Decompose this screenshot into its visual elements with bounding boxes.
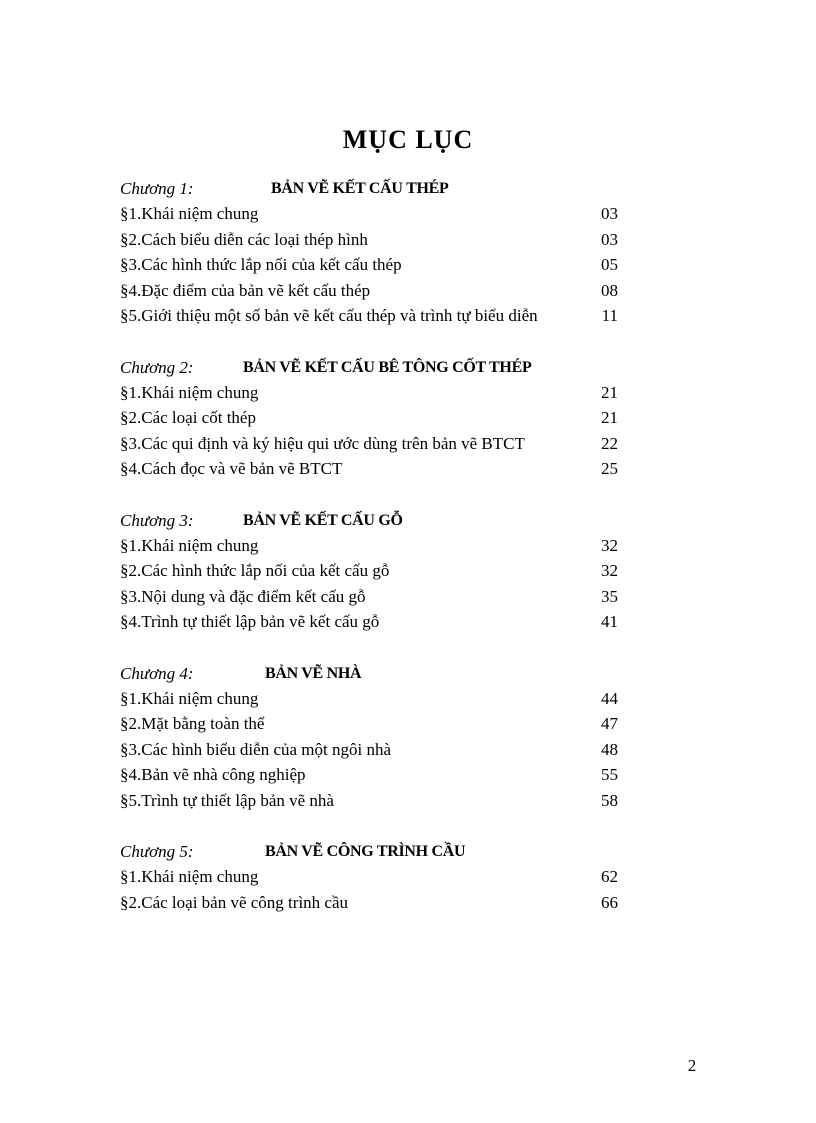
entry-page: 05 (601, 255, 618, 274)
toc-entry (120, 737, 620, 763)
toc-entry (120, 456, 620, 482)
entry-page: 08 (601, 280, 618, 300)
entry-text: §4.Cách đọc và vẽ bản vẽ BTCT (120, 459, 343, 478)
entry-text: §2.Các hình thức lắp nối của kết cấu gỗ (120, 561, 390, 580)
table-of-contents (120, 176, 620, 941)
entry-page: 66 (601, 892, 618, 912)
entry-page: 47 (601, 714, 618, 733)
entry-page: 62 (601, 867, 618, 886)
entry-text: §4.Trình tự thiết lập bản vẽ kết cấu gỗ (120, 612, 380, 631)
chapter-label: Chương 3: (120, 510, 194, 530)
chapter-label: Chương 2: (120, 357, 194, 377)
chapter-title: BẢN VẼ KẾT CẤU THÉP (271, 180, 449, 197)
entry-page: 32 (601, 561, 618, 580)
toc-entry (120, 711, 620, 737)
chapter-5 (120, 839, 620, 915)
entry-page: 25 (601, 459, 618, 478)
chapter-heading (120, 661, 620, 686)
page-title: MỤC LỤC (342, 125, 474, 154)
entry-text: §3.Nội dung và đặc điểm kết cấu gỗ (120, 586, 366, 606)
entry-text: §3.Các qui định và ký hiệu qui ước dùng trên bản vẽ BTCT (120, 433, 525, 453)
toc-entry (120, 864, 620, 890)
entry-text: §3.Các hình biểu diễn của một ngôi nhà (120, 739, 391, 759)
chapter-label: Chương 5: (120, 842, 194, 861)
entry-page: 11 (601, 306, 618, 325)
toc-entry (120, 788, 620, 814)
toc-entry (120, 252, 620, 278)
entry-page: 41 (601, 612, 618, 631)
toc-entry (120, 405, 620, 431)
chapter-2 (120, 355, 620, 482)
toc-entry (120, 533, 620, 559)
page-number: 2 (687, 1056, 697, 1075)
entry-text: §2.Các loại bản vẽ công trình cầu (120, 892, 349, 912)
entry-page: 21 (601, 408, 618, 427)
entry-text: §4.Đặc điểm của bản vẽ kết cấu thép (120, 280, 371, 300)
chapter-title: BẢN VẼ KẾT CẤU BÊ TÔNG CỐT THÉP (243, 358, 532, 376)
entry-text: §2.Các loại cốt thép (120, 408, 256, 427)
entry-text: §2.Cách biểu diễn các loại thép hình (120, 229, 368, 249)
toc-entry (120, 558, 620, 584)
entry-page: 03 (601, 204, 618, 223)
toc-entry (120, 278, 620, 304)
toc-entry (120, 686, 620, 712)
entry-page: 35 (601, 586, 618, 606)
toc-entry (120, 227, 620, 253)
entry-text: §1.Khái niệm chung (120, 204, 259, 223)
entry-text: §1.Khái niệm chung (120, 382, 259, 402)
entry-text: §5.Trình tự thiết lập bản vẽ nhà (120, 790, 334, 810)
entry-page: 55 (601, 765, 618, 784)
toc-entry (120, 762, 620, 788)
toc-entry (120, 609, 620, 635)
toc-entry (120, 584, 620, 610)
entry-page: 48 (601, 739, 618, 759)
chapter-label: Chương 1: (120, 179, 194, 198)
entry-page: 21 (601, 382, 618, 402)
chapter-heading (120, 508, 620, 533)
entry-text: §1.Khái niệm chung (120, 535, 259, 555)
entry-text: §2.Mặt bằng toàn thể (120, 714, 265, 733)
chapter-3 (120, 508, 620, 635)
entry-page: 22 (601, 433, 618, 453)
chapter-heading (120, 839, 620, 864)
chapter-label: Chương 4: (120, 663, 194, 683)
chapter-4 (120, 661, 620, 814)
entry-text: §5.Giới thiệu một số bản vẽ kết cấu thép và trình tự biểu diễn (120, 306, 538, 325)
toc-entry (120, 380, 620, 406)
chapter-title: BẢN VẼ CÔNG TRÌNH CẦU (265, 843, 466, 860)
entry-text: §1.Khái niệm chung (120, 867, 259, 886)
entry-page: 03 (601, 229, 618, 249)
toc-entry (120, 890, 620, 916)
chapter-title: BẢN VẼ NHÀ (265, 664, 362, 682)
entry-page: 32 (601, 535, 618, 555)
toc-entry (120, 201, 620, 227)
chapter-heading (120, 355, 620, 380)
chapter-1 (120, 176, 620, 329)
toc-entry (120, 303, 620, 329)
entry-page: 44 (601, 688, 618, 708)
chapter-title: BẢN VẼ KẾT CẤU GỖ (243, 511, 403, 529)
entry-page: 58 (601, 790, 618, 810)
toc-entry (120, 431, 620, 457)
entry-text: §1.Khái niệm chung (120, 688, 259, 708)
entry-text: §3.Các hình thức lắp nối của kết cấu thép (120, 255, 402, 274)
chapter-heading (120, 176, 620, 201)
entry-text: §4.Bản vẽ nhà công nghiệp (120, 765, 306, 784)
